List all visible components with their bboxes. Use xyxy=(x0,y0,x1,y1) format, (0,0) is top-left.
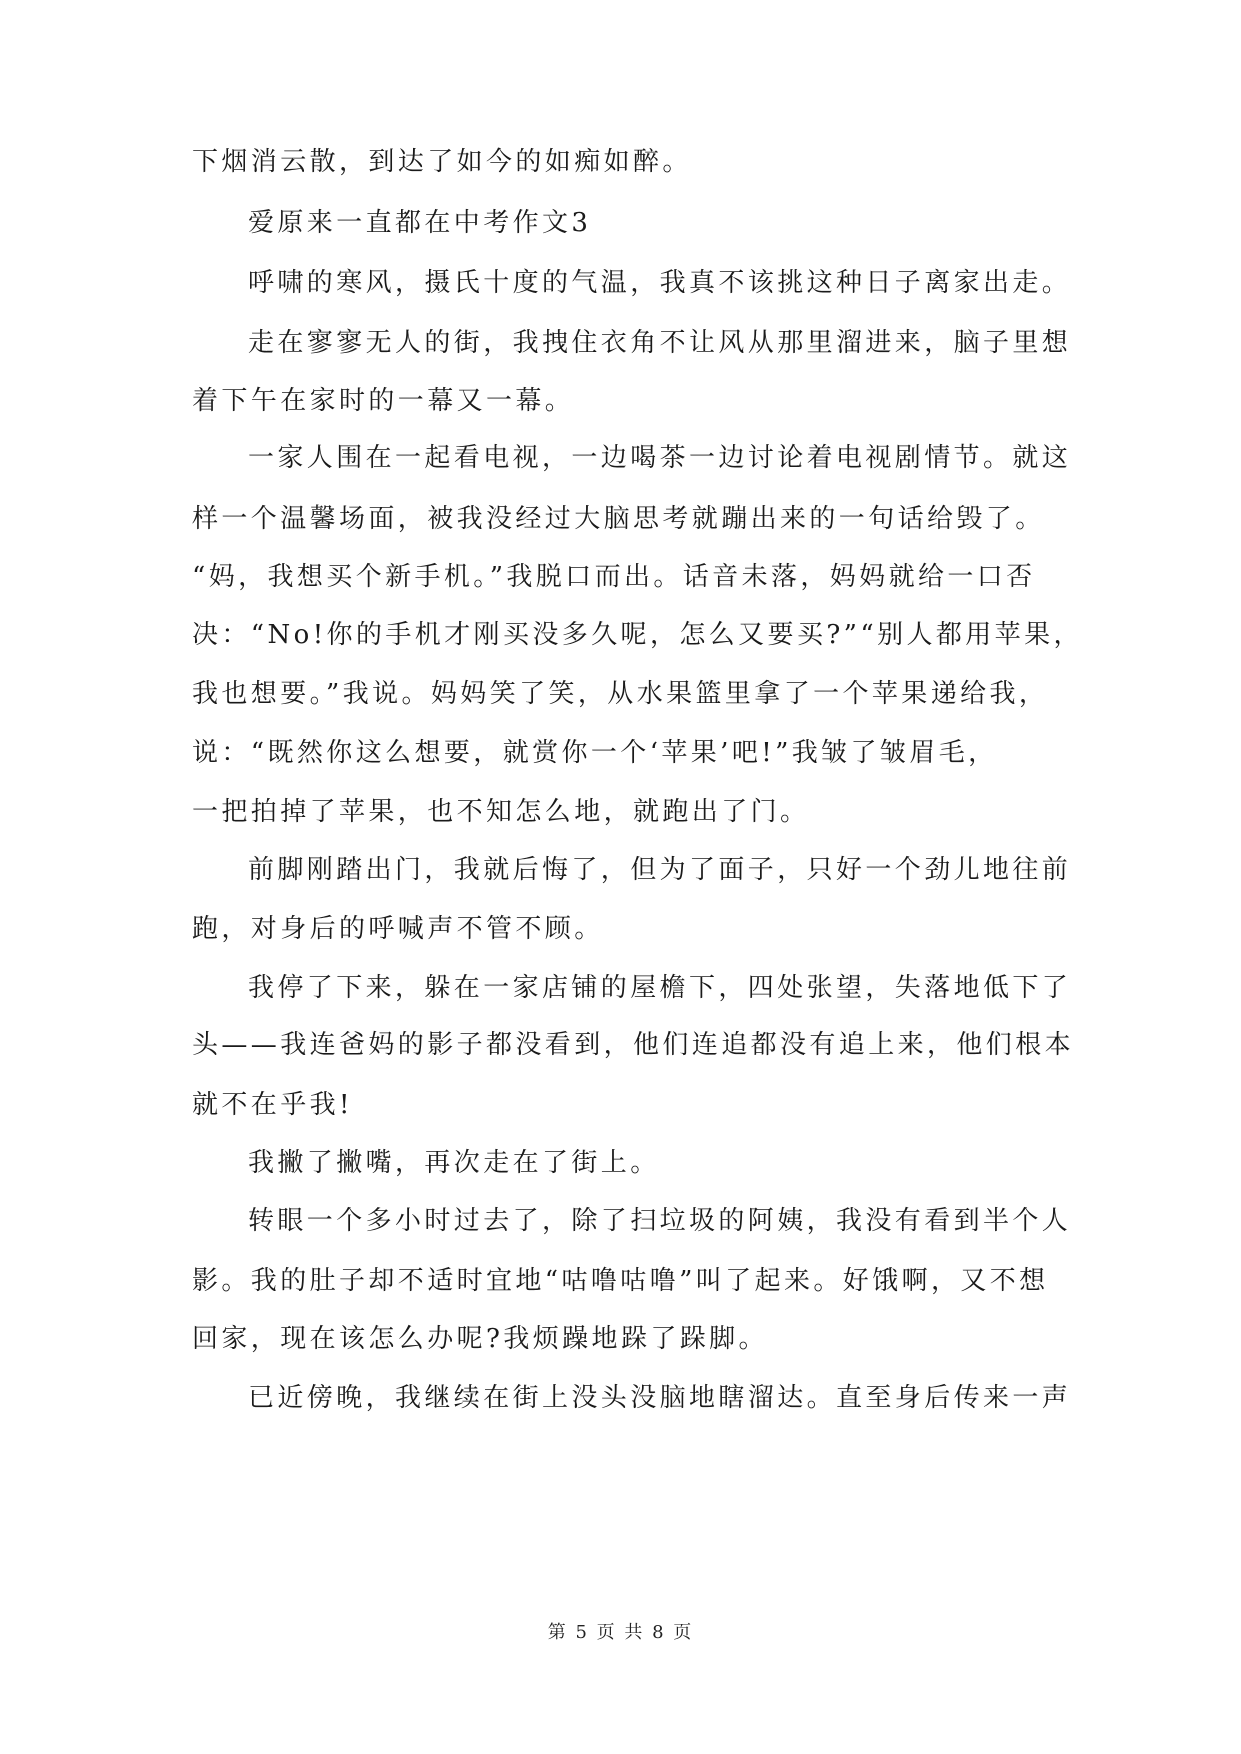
text-line: 我也想要。”我说。妈妈笑了笑，从水果篮里拿了一个苹果递给我， xyxy=(192,679,1049,709)
text-line: 我停了下来，躲在一家店铺的屋檐下，四处张望，失落地低下了 xyxy=(248,973,1072,1003)
text-line: 着下午在家时的一幕又一幕。 xyxy=(192,386,575,416)
text-line: 决：“No!你的手机才刚买没多久呢，怎么又要买?”“别人都用苹果， xyxy=(192,620,1083,650)
text-line: 说：“既然你这么想要，就赏你一个‘苹果’吧!”我皱了皱眉毛， xyxy=(192,738,998,768)
text-line: 头——我连爸妈的影子都没看到，他们连追都没有追上来，他们根本 xyxy=(192,1030,1075,1060)
text-line: 下烟消云散，到达了如今的如痴如醉。 xyxy=(192,147,692,177)
text-line: 就不在乎我! xyxy=(192,1090,353,1120)
text-line: “妈，我想买个新手机。”我脱口而出。话音未落，妈妈就给一口否 xyxy=(192,562,1036,592)
text-line: 一把拍掉了苹果，也不知怎么地，就跑出了门。 xyxy=(192,797,810,827)
text-line: 一家人围在一起看电视，一边喝茶一边讨论着电视剧情节。就这 xyxy=(248,443,1072,473)
text-line: 转眼一个多小时过去了，除了扫垃圾的阿姨，我没有看到半个人 xyxy=(248,1206,1072,1236)
text-line: 已近傍晚，我继续在街上没头没脑地瞎溜达。直至身后传来一声 xyxy=(248,1383,1072,1413)
text-line: 前脚刚踏出门，我就后悔了，但为了面子，只好一个劲儿地往前 xyxy=(248,855,1072,885)
section-heading: 爱原来一直都在中考作文3 xyxy=(248,208,592,238)
text-line: 回家，现在该怎么办呢?我烦躁地跺了跺脚。 xyxy=(192,1324,768,1354)
text-line: 呼啸的寒风，摄氏十度的气温，我真不该挑这种日子离家出走。 xyxy=(248,268,1072,298)
text-line: 我撇了撇嘴，再次走在了街上。 xyxy=(248,1148,660,1178)
text-line: 跑，对身后的呼喊声不管不顾。 xyxy=(192,914,604,944)
text-line: 样一个温馨场面，被我没经过大脑思考就蹦出来的一句话给毁了。 xyxy=(192,504,1045,534)
text-line: 影。我的肚子却不适时宜地“咕噜咕噜”叫了起来。好饿啊，又不想 xyxy=(192,1266,1049,1296)
text-line: 走在寥寥无人的街，我拽住衣角不让风从那里溜进来，脑子里想 xyxy=(248,328,1072,358)
page-number-footer: 第 5 页 共 8 页 xyxy=(547,1622,694,1643)
